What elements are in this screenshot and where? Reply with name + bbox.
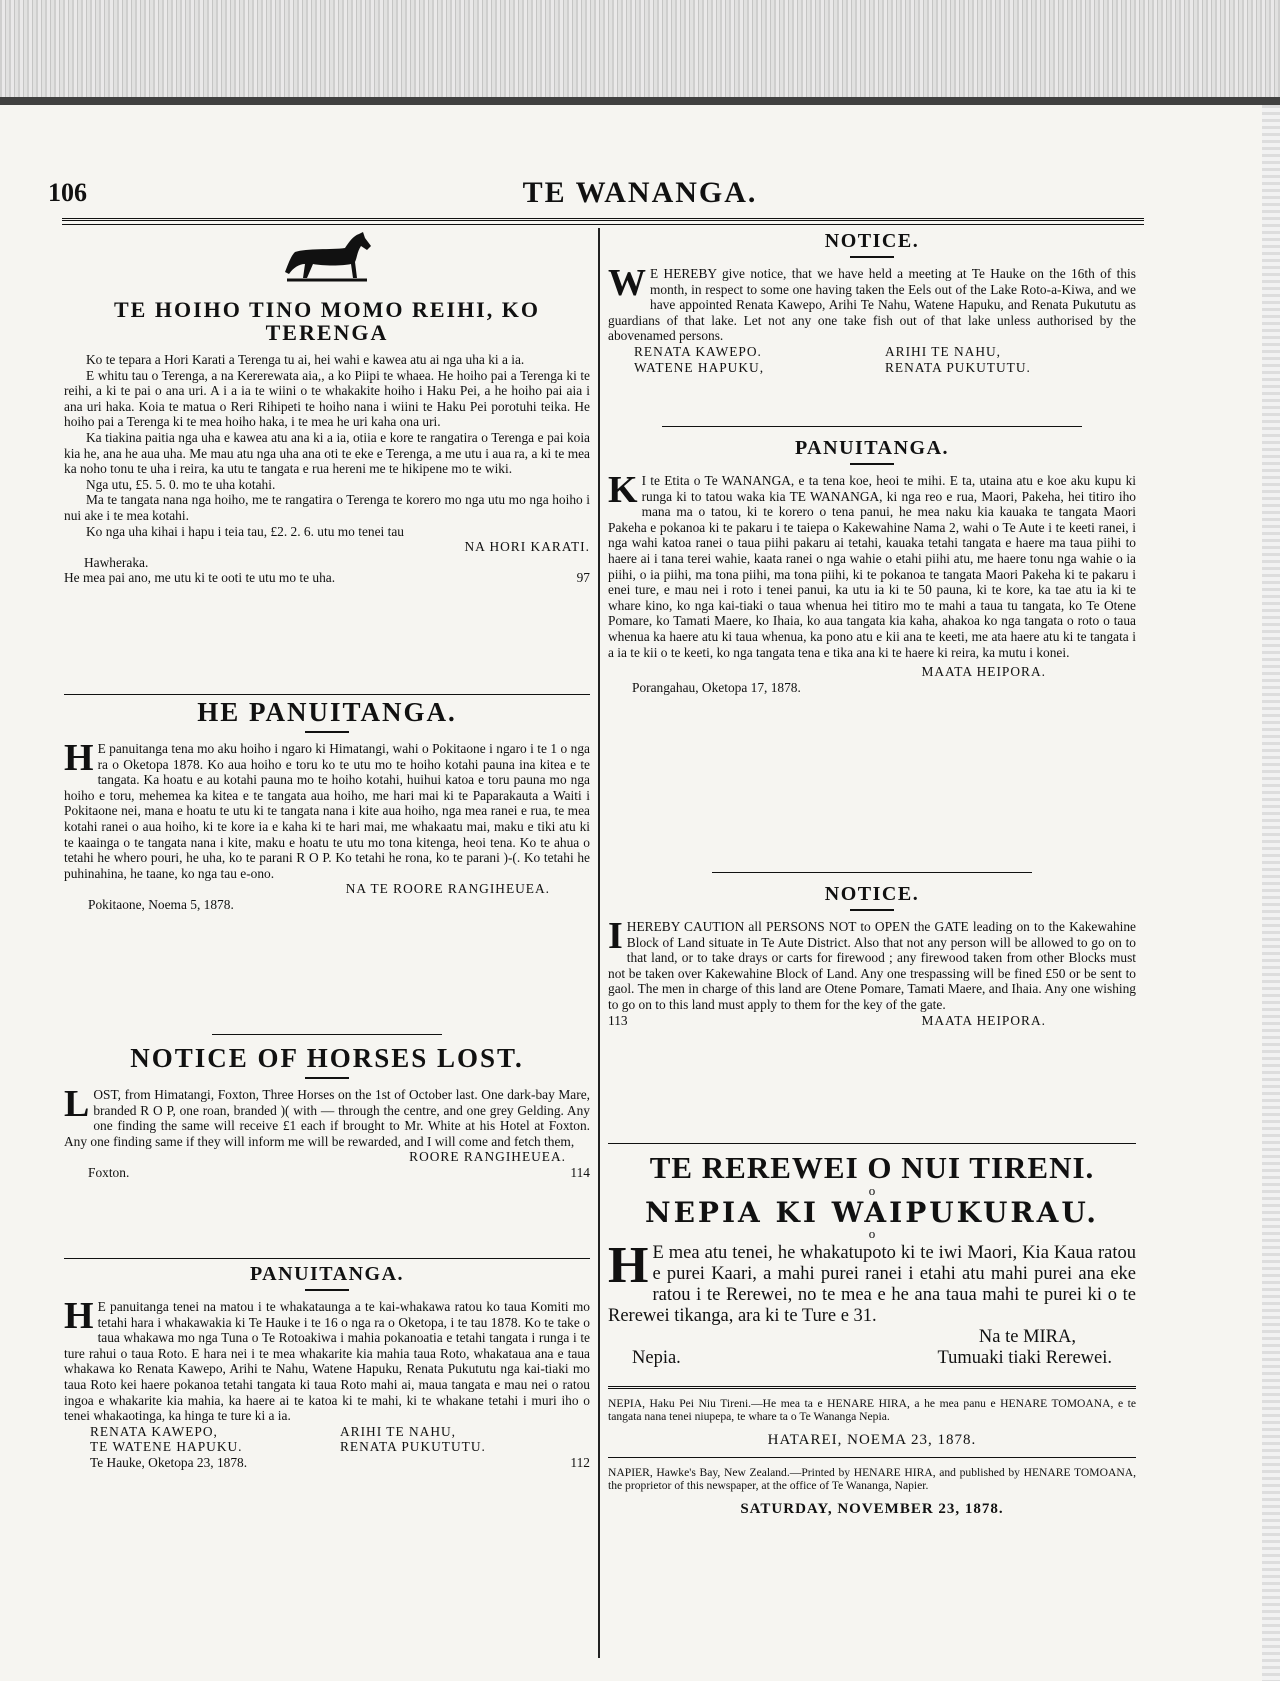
horse-ad-footer-num: 97	[576, 570, 590, 586]
he-panuitanga-title: HE PANUITANGA.	[197, 697, 457, 727]
panuitanga-right-place-date: Porangahau, Oketopa 17, 1878.	[632, 679, 801, 695]
horse-ad-p6: Ko nga uha kihai i hapu i teia tau, £2. 2. 6. utu mo tenei tau	[86, 523, 404, 539]
title-dash	[850, 256, 894, 258]
scan-border-right	[1262, 105, 1280, 1681]
title-dash	[305, 731, 349, 733]
name: RENATA KAWEPO.	[634, 343, 762, 359]
railway-title: TE REREWEI O NUI TIRENI.	[649, 1150, 1095, 1185]
railway-body: E mea atu tenei, he whakatupoto ki te iwi Maori, Kia Kaua ratou e purei Kaari, a mahi purei ranei i etahi atu mahi purei ana eke ratou i te Rerewei, no te mea e he ana taua mahi te purei ki o te Rerewei tikanga, ara ki te Ture e 31.	[608, 1243, 1136, 1326]
panuitanga-left	[64, 1258, 590, 1471]
name: ARIHI TE NAHU,	[340, 1423, 457, 1439]
railway-sign2: Tumuaki tiaki Rerewei.	[937, 1348, 1112, 1368]
horse-ad-p3: Ka tiakina paitia nga uha e kawea atu ana ki a ia, otiia e kore te rangatira o Terenga e pai koia kia he, ana he aua uha. Me mau atu nga uha ana oti te eke e Terenga, a me utu i aua ra, a ki te mea ka noho tonu te uha i reira, ka utu te tangata e rua hereni me te hikipene mo te wiki.	[64, 429, 590, 477]
horse-ad-p4: Nga utu, £5. 5. 0. mo te uha kotahi.	[86, 476, 276, 492]
notice-gate-signature: MAATA HEIPORA.	[921, 1012, 1046, 1028]
dropcap: W	[608, 262, 646, 304]
horses-lost-body: OST, from Himatangi, Foxton, Three Horses on the 1st of October last. One dark-bay Mare, branded R O P, one roan, branded )( with — through the centre, and one grey Gelding. Any one finding the same will receive £1 each if brought to Mr. White at his Hotel at Foxton. Any one finding same if they will inform me will be rewarded, and I will come and fetch them,	[64, 1087, 590, 1149]
imprint-english: NAPIER, Hawke's Bay, New Zealand.—Printed by HENARE HIRA, and published by HENARE TOMOANA, the proprietor of this newspaper, at the office of Te Wananga, Napier.	[608, 1465, 1136, 1493]
panuitanga-left-body: E panuitanga tenei na matou i te whakataunga a te kai-whakawa ratou ko taua Komiti mo tetahi hara i whakawakia ki Te Hauke i te 16 o nga ra o Oketopa, i te tau 1878. Ko te take o taua whakawa mo nga Tuna o Te Rotoakiwa i mahia pokanoatia e tetahi tangata i runga i te ture rahui o taua Roto. E hara nei i te mea whakarite kia mahia taua Roto, whakataua ana e taua whakawa ko Renata Kawepo, Arihi te Nahu, Watene Hapuku, Renata Pukututu nga kai-tiaki mo taua Roto kei haere pokanoa tetahi tangata ki taua Roto mahi ai, maua tangata e mau nei o ratou ingoa e whakarite kia mahia, ka haere ai te katoa ki te mahi, ki te whakane tetahi i muri iho o tenei whakaotinga, ka hinga te ture ki a ia.	[64, 1299, 590, 1424]
panuitanga-right-signature: MAATA HEIPORA.	[921, 664, 1046, 680]
notice-eels-names	[608, 344, 1136, 375]
panuitanga-left-names	[64, 1424, 590, 1455]
horse-icon	[267, 228, 387, 292]
horses-lost-title: NOTICE OF HORSES LOST.	[130, 1043, 524, 1073]
horses-lost-place: Foxton.	[88, 1164, 130, 1180]
dropcap: K	[608, 469, 638, 511]
dropcap: H	[64, 737, 94, 779]
notice-eels-title: NOTICE.	[824, 230, 920, 252]
horse-ad-p5: Ma te tangata nana nga hoiho, me te rangatira o Terenga te korero mo nga utu mo nga hoiho i nui ake i te mea kotahi.	[64, 492, 590, 523]
notice-eels	[608, 230, 1136, 375]
horse-ad	[64, 228, 590, 586]
name: TE WATENE HAPUKU.	[90, 1439, 243, 1455]
notice-gate-footer	[608, 1013, 1136, 1029]
section-rule	[212, 1034, 442, 1035]
title-dash	[305, 1289, 349, 1291]
notice-gate	[608, 872, 1136, 1028]
horse-ad-place: Hawheraka.	[84, 554, 149, 570]
name: RENATA PUKUTUTU.	[340, 1439, 486, 1455]
name: ARIHI TE NAHU,	[885, 343, 1002, 359]
horse-ad-title: TE HOIHO TINO MOMO REIHI, KO TERENGA	[114, 297, 540, 345]
horse-ad-p2: E whitu tau o Terenga, a na Kererewata aia,, a ko Piipi te whaea. He hoiho pai a Terenga ki te reihi, a ki te pai o ana uri. A i a ia te wiini o te whakakite hoiho i Haku Pei, a he hoiho pai aia i ana uri haka. Koia te matua o Reri Rihipeti te hoiho nana i wiini te Haku Pei porotuhi teika. He hoiho pai a Terenga ki te mea hoiho haka, i te mea he uri kaha ona uri.	[64, 367, 590, 430]
railway-place: Nepia.	[632, 1348, 681, 1368]
name: RENATA KAWEPO,	[90, 1423, 218, 1439]
he-panuitanga-signature: NA TE ROORE RANGIHEUEA.	[345, 881, 550, 897]
horses-lost-signature: ROORE RANGIHEUEA.	[409, 1149, 566, 1165]
panuitanga-right-body: I te Etita o Te WANANGA, e ta tena koe, heoi te mihi. E ta, utaina atu e koe aku kupu ki runga ki to tatou waka kia TE WANANGA, ki nga reo e rua, Maori, Pakeha, hei titiro iho mana ma o tatou, ki te korero o tena panui, he mea naku kia kauaka te tangata Maori Pakeha e pokanoa ki te pakaru i te taiepa o Kakewahine Nama 2, wahi o Te Aute i te keeti ranei, i nga wahi katoa ranei o taua piihi pakaru ai tetahi, kauaka tetahi tangata e haere ma taua piihi to haere ai i tana terei wahie, kaata ranei o nga wahie o etahi piihi atu, me haere tonu nga wahie o ia piihi, o ia piihi, ma tona piihi, ma tona piihi, ki te pokanoa te tangata Maori Pakeha ki te pakaru i enei ture, e mau nei i roto i tenei panui, ka utu ia ki te 50 pauna, ki te kore, ka tae atu ia ki te whare kino, ko nga kai-tiaki o taua whenua hei titiro mo te mahi a taua tu tangata, ko Te Otene Pomare, ko Tamati Maere, ko Ihaia, ko aua tangata kia kaha, ahakoa ko nga tangata o roto o taua whenua ka haere atu ki taua whenua, ka pono atu e kii ana te keeti, me ata haere atu ki te tangata i a ia te kii o te keeti, ko nga tangata tena e tika ana ki te haere ki reira, ka mutu i konei.	[608, 473, 1136, 660]
dropcap: I	[608, 915, 623, 957]
divider: o	[868, 1226, 876, 1241]
name: WATENE HAPUKU,	[634, 359, 765, 375]
name: RENATA PUKUTUTU.	[885, 359, 1031, 375]
horses-lost-num: 114	[570, 1164, 590, 1180]
notice-gate-body: HEREBY CAUTION all PERSONS NOT to OPEN the GATE leading on to the Kakewahine Block of Land situate in Te Aute District. Also that not any person will be allowed to go on to that land, or to take drays or carts for firewood ; any firewood taken from other Blocks must not be taken over Kakewahine Block of Land. Any one trespassing will be fined £50 or be sent to gaol. The men in charge of this land are Otene Pomare, Tamati Maere, and Ihaia. Any one wishing to go on to this land must apply to them for the key of the gate.	[608, 919, 1136, 1012]
divider: o	[868, 1183, 876, 1198]
panuitanga-left-num: 112	[570, 1454, 590, 1470]
dropcap: L	[64, 1083, 90, 1125]
railway-notice	[608, 1143, 1136, 1369]
horse-ad-footer	[64, 570, 590, 586]
he-panuitanga-place-date: Pokitaone, Noema 5, 1878.	[88, 896, 234, 912]
horse-ad-signature: NA HORI KARATI.	[464, 539, 590, 555]
horses-lost-footer	[64, 1165, 590, 1181]
title-dash	[850, 463, 894, 465]
column-rule	[598, 228, 600, 1658]
notice-gate-title: NOTICE.	[824, 883, 920, 905]
horse-ad-footer-text: He mea pai ano, me utu ki te ooti te utu mo te uha.	[64, 570, 336, 586]
title-dash	[305, 1077, 349, 1079]
imprint-maori: NEPIA, Haku Pei Niu Tireni.—He mea ta e HENARE HIRA, a he mea panu e HENARE TOMOANA, e te tangata nana tenei niupepa, te whare ta o Te Wananga Nepia.	[608, 1397, 1136, 1424]
he-panuitanga-body: E panuitanga tena mo aku hoiho i ngaro ki Himatangi, wahi o Pokitaone i ngaro i te 1 o nga ra o Oketopa 1878. Ko aua hoiho e toru ko te utu mo te hoiho kotahi pauna ina kitea e te tangata. Ka hoatu e au kotahi pauna mo te hoiho kotahi, huihui katoa e toru pauna mo nga hoiho e toru, mehemea ka kitea e te tangata aua hoiho, me hari mai ki te Paparakauta a Waiti i Pokitaone nei, mana e hoatu te utu ki te tangata nana i kite aua hoiho, nga mea ranei e rua, te mea kotahi ranei o aua hoiho, ki te kore ia e kaha ki te hari mai, me whakaatu mai, maku e tiki atu ki te kaainga o te tangata nana i kite, maku e hoatu te utu mo tona kitenga, heoi tena. Ko te ahua o tetahi he whero pouri, he uha, ko te parani R O P. Ko tetahi he rona, ko te parani )-(. Ko tetahi he puhinahina, he taane, ko nga tau e-ono.	[64, 741, 590, 881]
railway-text	[608, 1237, 1136, 1369]
horses-lost	[64, 1034, 590, 1181]
imprint-rule	[608, 1457, 1136, 1458]
scan-border-top	[0, 0, 1280, 105]
imprint-maori-date: HATAREI, NOEMA 23, 1878.	[767, 1431, 977, 1448]
dropcap: H	[608, 1237, 649, 1294]
dropcap: H	[64, 1295, 94, 1337]
railway-subtitle: NEPIA KI WAIPUKURAU.	[644, 1196, 1100, 1229]
title-dash	[850, 909, 894, 911]
notice-eels-body: E HEREBY give notice, that we have held a meeting at Te Hauke on the 16th of this month, in respect to some one having taken the Eels out of the Lake Roto-a-Kiwa, and we have appointed Renata Kawepo, Arihi Te Nahu, Watene Hapuku, and Renata Pukututu as guardians of that lake. Let not any one take fish out of that lake unless authorised by the abovenamed persons.	[608, 266, 1136, 344]
masthead-rule	[62, 218, 1144, 225]
section-rule	[712, 872, 1032, 873]
imprint-english-date: SATURDAY, NOVEMBER 23, 1878.	[740, 1500, 1004, 1517]
panuitanga-right	[608, 426, 1136, 695]
he-panuitanga	[64, 694, 590, 913]
railway-sign-row	[608, 1327, 1136, 1348]
section-rule	[662, 426, 1082, 427]
panuitanga-right-title: PANUITANGA.	[794, 437, 950, 459]
page-number: 106	[48, 178, 87, 207]
notice-gate-num: 113	[608, 1012, 628, 1028]
panuitanga-left-title: PANUITANGA.	[249, 1263, 405, 1285]
panuitanga-left-footer	[64, 1455, 590, 1471]
railway-sign1: Na te MIRA,	[978, 1327, 1076, 1347]
imprint	[608, 1386, 1136, 1518]
panuitanga-left-place-date: Te Hauke, Oketopa 23, 1878.	[90, 1454, 248, 1470]
masthead: TE WANANGA.	[522, 176, 758, 209]
horse-ad-p1: Ko te tepara a Hori Karati a Terenga tu ai, hei wahi e kawea atu ai nga uha ki a ia.	[86, 352, 525, 367]
railway-footer	[608, 1348, 1136, 1369]
